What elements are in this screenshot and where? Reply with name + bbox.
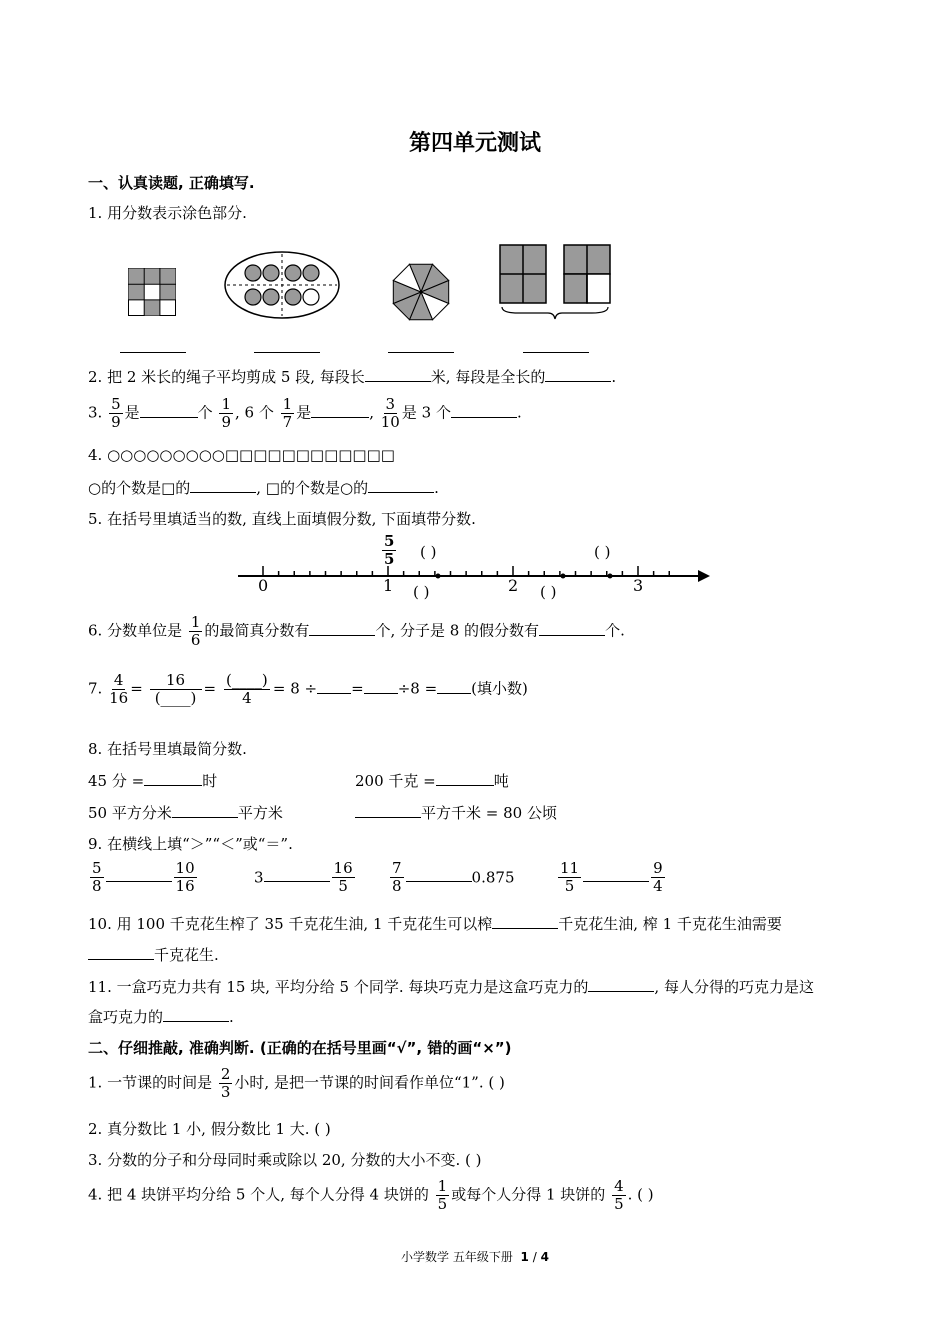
question-6 (88, 614, 625, 649)
q11-text-d: . (229, 1008, 234, 1026)
answer-blank-1d[interactable] (523, 338, 589, 353)
denominator: 16 (175, 877, 195, 895)
q3-label: 3. (88, 403, 103, 422)
number-line-label-2: 2 (508, 576, 519, 595)
q4-blank-1[interactable] (190, 478, 256, 493)
judge-4 (88, 1178, 654, 1213)
denominator: 5 (564, 877, 575, 895)
q6-text-b: 的最简真分数有 (204, 621, 310, 640)
fraction (651, 860, 665, 895)
fraction (612, 1178, 626, 1213)
q8-blank-2[interactable] (436, 771, 494, 786)
number-line-top-fraction (382, 533, 396, 568)
j4-text-b: 或每个人分得 1 块饼的 (451, 1185, 606, 1204)
numerator: 1 (221, 395, 231, 413)
paren-below-2[interactable]: ( ) (540, 583, 557, 601)
j1-text-a: 1. 一节课的时间是 (88, 1073, 213, 1092)
denominator: 5 (614, 1195, 624, 1213)
numerator: 1 (282, 395, 293, 413)
denominator: 4 (242, 689, 252, 707)
fraction (219, 396, 233, 431)
fraction (189, 614, 203, 649)
fraction (223, 672, 271, 707)
denominator: 5 (437, 1195, 448, 1213)
q9-blank-2[interactable] (264, 867, 330, 882)
q4-text-b: , □的个数是○的 (256, 479, 369, 497)
paren-above-1[interactable]: ( ) (420, 543, 437, 561)
q11-text-b: , 每人分得的巧克力是这 (654, 978, 814, 996)
section-1-heading: 一、认真读题, 正确填写. (88, 174, 255, 192)
denominator: 7 (282, 413, 293, 431)
numerator: 4 (113, 671, 124, 689)
q3-text: 是 (124, 403, 140, 422)
answer-blank-1c[interactable] (388, 338, 454, 353)
q2-text-b: 米, 每段是全长的 (430, 368, 546, 386)
q4-blank-2[interactable] (368, 478, 434, 493)
j4-text-c[interactable]: . ( ) (627, 1185, 654, 1204)
denominator: 10 (380, 413, 400, 431)
fraction (109, 672, 128, 707)
denominator: 5 (338, 877, 348, 895)
q6-text-a: 6. 分数单位是 (88, 621, 183, 640)
footer-text: 小学数学 五年级下册 (401, 1250, 513, 1264)
denominator: 3 (220, 1083, 231, 1101)
figure-octagon (391, 262, 451, 322)
q8-text: 平方千米 = 80 公顷 (421, 804, 557, 822)
q8-row-2-right (355, 802, 557, 823)
q8-blank-1[interactable] (144, 771, 202, 786)
whole-number: 3 (254, 868, 264, 887)
numerator: 1 (190, 613, 201, 631)
fraction (150, 672, 202, 707)
j4-text-a: 4. 把 4 块饼平均分给 5 个人, 每个人分得 4 块饼的 (88, 1185, 429, 1204)
q3-text: 是 (296, 403, 312, 422)
q6-blank-2[interactable] (539, 621, 605, 636)
q8-blank-3[interactable] (172, 803, 238, 818)
q7-text: ÷8 = (397, 679, 438, 698)
denominator: 6 (190, 631, 201, 649)
numerator: 5 (384, 532, 395, 550)
section-2-heading: 二、仔细推敲, 准确判断. (正确的在括号里画“√”, 错的画“×”) (88, 1039, 512, 1057)
q11-blank-1[interactable] (588, 977, 654, 992)
denominator: 16 (109, 689, 129, 707)
q7-note: (填小数) (471, 679, 528, 698)
q10-blank-2[interactable] (88, 945, 154, 960)
answer-blank-1a[interactable] (120, 338, 186, 353)
q10-text-a: 10. 用 100 千克花生榨了 35 千克花生油, 1 千克花生可以榨 (88, 915, 493, 933)
q9-blank-1[interactable] (106, 867, 172, 882)
q10-text-c: 千克花生. (154, 946, 219, 964)
page-footer (0, 1248, 950, 1265)
q7-blank-1[interactable] (317, 679, 351, 694)
number-line-label-3: 3 (633, 576, 644, 595)
decimal: 0.875 (471, 868, 515, 887)
q8-text: 吨 (493, 772, 509, 790)
numerator: 11 (560, 859, 580, 877)
q10-blank-1[interactable] (492, 914, 558, 929)
fraction (558, 860, 581, 895)
q3-blank-1[interactable] (140, 403, 198, 418)
q8-text: 平方米 (237, 804, 283, 822)
q3-text: 是 3 个 (401, 403, 451, 422)
numerator: 16 (150, 672, 202, 690)
fraction (390, 860, 404, 895)
judge-2[interactable]: 2. 真分数比 1 小, 假分数比 1 大. ( ) (88, 1120, 331, 1138)
question-1: 1. 用分数表示涂色部分. (88, 204, 247, 222)
q3-text: . (516, 403, 522, 422)
numerator: 4 (614, 1177, 624, 1195)
footer-page-total: 4 (540, 1250, 549, 1264)
numerator: 1 (437, 1177, 448, 1195)
q3-blank-2[interactable] (311, 403, 369, 418)
q7-text: = (351, 679, 364, 698)
q11-blank-2[interactable] (163, 1007, 229, 1022)
number-line (230, 533, 720, 605)
question-11-line-2 (88, 1006, 234, 1027)
question-8: 8. 在括号里填最简分数. (88, 740, 247, 758)
footer-page-number: 1 (520, 1250, 529, 1264)
q7-blank-3[interactable] (437, 679, 471, 694)
q3-text: , 6 个 (235, 403, 274, 422)
question-4-text (88, 477, 439, 498)
question-7 (88, 672, 528, 707)
q3-blank-3[interactable] (451, 403, 517, 418)
numerator: 5 (92, 859, 102, 877)
numerator: 7 (392, 859, 402, 877)
q4-text-c: . (434, 479, 439, 497)
j1-text-b[interactable]: 小时, 是把一节课的时间看作单位“1”. ( ) (234, 1073, 505, 1092)
q2-text-c: . (611, 368, 617, 386)
equals: = (130, 679, 143, 698)
q8-text: 时 (202, 772, 218, 790)
q2-text-a: 2. 把 2 米长的绳子平均剪成 5 段, 每段长 (88, 368, 365, 386)
figure-two-squares (498, 243, 614, 321)
footer-separator: / (532, 1250, 537, 1264)
q8-text: 45 分 = (88, 772, 145, 790)
q11-text-c: 盒巧克力的 (88, 1008, 164, 1026)
q9-compare-1 (88, 860, 199, 895)
q3-text: 个 (197, 403, 213, 422)
question-10-line-1 (88, 913, 782, 934)
fraction (219, 1066, 233, 1101)
figure-ellipse-circles (223, 250, 341, 320)
fraction (109, 396, 123, 431)
judge-1 (88, 1066, 505, 1101)
question-4-shapes: 4. ○○○○○○○○○□□□□□□□□□□□□ (88, 446, 395, 464)
q4-text-a: ○的个数是□的 (88, 479, 191, 497)
q6-text-e: 个. (605, 621, 625, 640)
q6-blank-1[interactable] (309, 621, 375, 636)
q7-text: = 8 ÷ (272, 679, 318, 698)
denominator: 9 (221, 413, 231, 431)
numerator: 16 (333, 859, 353, 877)
q7-blank-2[interactable] (364, 679, 398, 694)
numerator-blank[interactable]: (____) (226, 671, 268, 689)
q8-row-1-right (355, 770, 509, 791)
numerator: 3 (385, 395, 396, 413)
numerator: 5 (111, 395, 121, 413)
fraction (90, 860, 104, 895)
q8-row-1-left (88, 770, 217, 791)
q2-blank-1[interactable] (365, 367, 431, 382)
q3-text: , (369, 403, 374, 422)
denominator: 8 (392, 877, 402, 895)
q11-text-a: 11. 一盒巧克力共有 15 块, 平均分给 5 个同学. 每块巧克力是这盒巧克力的 (88, 978, 589, 996)
q9-compare-2 (254, 860, 357, 895)
paren-below-1[interactable]: ( ) (413, 583, 430, 601)
q9-compare-4 (556, 860, 667, 895)
q8-text: 200 千克 = (355, 772, 436, 790)
q8-row-2-left (88, 802, 283, 823)
q8-blank-4[interactable] (355, 803, 421, 818)
question-9: 9. 在横线上填“＞”“＜”或“＝”. (88, 835, 293, 853)
judge-3[interactable]: 3. 分数的分子和分母同时乘或除以 20, 分数的大小不变. ( ) (88, 1151, 482, 1169)
denominator: 4 (653, 877, 663, 895)
fraction (381, 396, 400, 431)
fraction (281, 396, 295, 431)
q6-text-c: 个, 分子是 8 的假分数有 (375, 621, 540, 640)
equals: = (203, 679, 217, 698)
question-2 (88, 366, 616, 387)
q9-blank-3[interactable] (406, 867, 472, 882)
fraction (436, 1178, 450, 1213)
numerator: 10 (175, 859, 195, 877)
denominator: 9 (111, 413, 121, 431)
q10-text-b: 千克花生油, 榨 1 千克花生油需要 (558, 915, 782, 933)
question-5: 5. 在括号里填适当的数, 直线上面填假分数, 下面填带分数. (88, 510, 476, 528)
number-line-label-0: 0 (258, 576, 269, 595)
q7-label: 7. (88, 679, 103, 698)
denominator-blank[interactable]: (____) (154, 689, 197, 707)
fraction (174, 860, 197, 895)
denominator: 8 (92, 877, 102, 895)
figure-grid-3x3 (128, 268, 176, 316)
page-title: 第四单元测试 (408, 131, 541, 156)
numerator: 2 (220, 1065, 231, 1083)
q9-compare-3 (388, 860, 515, 895)
q8-text: 50 平方分米 (88, 804, 172, 822)
number-line-label-1: 1 (383, 576, 394, 595)
answer-blank-1b[interactable] (254, 338, 320, 353)
question-10-line-2 (88, 944, 219, 965)
q2-blank-2[interactable] (545, 367, 611, 382)
paren-above-2[interactable]: ( ) (594, 543, 611, 561)
numerator: 9 (653, 859, 663, 877)
denominator: 5 (384, 550, 395, 568)
fraction (332, 860, 355, 895)
q9-blank-4[interactable] (583, 867, 649, 882)
question-11-line-1 (88, 976, 814, 997)
question-3 (88, 396, 522, 431)
